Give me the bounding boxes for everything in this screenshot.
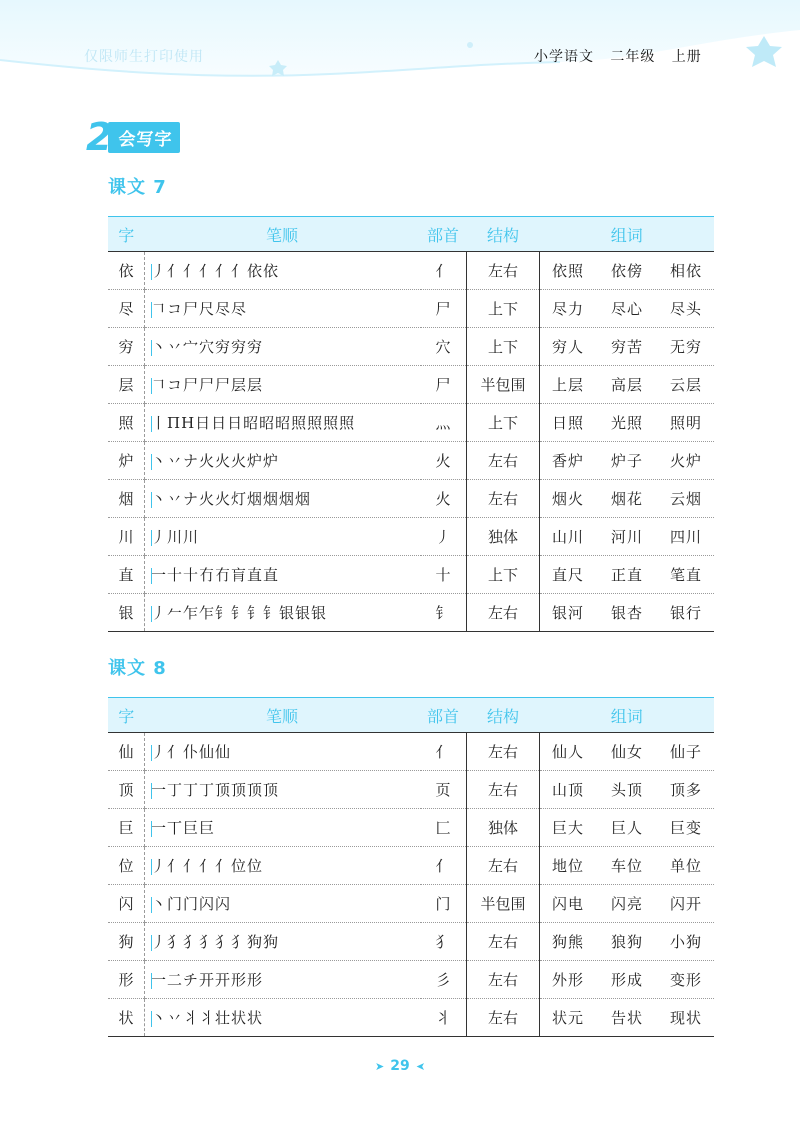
- structure-cell: 左右: [467, 999, 540, 1037]
- table-row: [108, 733, 714, 771]
- table-row: [108, 847, 714, 885]
- table-row: [108, 961, 714, 999]
- word: 小狗: [669, 933, 702, 951]
- radical-cell: 亻: [420, 733, 467, 771]
- stroke-order-cell: [145, 733, 420, 771]
- stroke-order-cell: [145, 328, 420, 366]
- character-cell: 穷: [108, 328, 145, 366]
- word: 穷苦: [610, 338, 643, 356]
- stroke-order-text: 丿川川: [151, 528, 200, 546]
- words-cell: [540, 923, 715, 961]
- word: 告状: [610, 1009, 643, 1027]
- page-number: [0, 1058, 800, 1074]
- character-cell: 形: [108, 961, 145, 999]
- word: 巨变: [669, 819, 702, 837]
- word: 山川: [552, 528, 585, 546]
- stroke-order-text: 丶丷ナ火火灯烟烟烟烟: [151, 490, 312, 508]
- stroke-order-text: 丶门门闪闪: [151, 895, 232, 913]
- radical-cell: 钅: [420, 594, 467, 632]
- stroke-order-text: 丿𠂉乍乍钅钅钅钅银银银: [151, 604, 328, 622]
- table-row: [108, 366, 714, 404]
- word: 笔直: [669, 566, 702, 584]
- word: 云层: [669, 376, 702, 394]
- words-cell: [540, 999, 715, 1037]
- words-cell: [540, 961, 715, 999]
- radical-cell: 犭: [420, 923, 467, 961]
- word: 依傍: [610, 262, 643, 280]
- radical-cell: 尸: [420, 366, 467, 404]
- word: 火炉: [669, 452, 702, 470]
- table-row: [108, 252, 714, 290]
- word: 依照: [552, 262, 585, 280]
- watermark-text: 仅限师生打印使用: [84, 49, 204, 65]
- word: 上层: [552, 376, 585, 394]
- word: 炉子: [610, 452, 643, 470]
- words-cell: [540, 594, 715, 632]
- column-header: 字: [108, 698, 145, 733]
- word: 闪开: [669, 895, 702, 913]
- radical-cell: 页: [420, 771, 467, 809]
- word: 香炉: [552, 452, 585, 470]
- word: 光照: [610, 414, 643, 432]
- column-header: 字: [108, 217, 145, 252]
- words-cell: [540, 480, 715, 518]
- section-heading: [86, 115, 180, 159]
- structure-cell: 左右: [467, 442, 540, 480]
- table-row: [108, 290, 714, 328]
- word: 无穷: [669, 338, 702, 356]
- structure-cell: 左右: [467, 847, 540, 885]
- stroke-order-cell: [145, 480, 420, 518]
- character-cell: 依: [108, 252, 145, 290]
- words-cell: [540, 290, 715, 328]
- word: 日照: [552, 414, 585, 432]
- stroke-order-cell: [145, 404, 420, 442]
- stroke-order-cell: [145, 366, 420, 404]
- character-cell: 川: [108, 518, 145, 556]
- structure-cell: 左右: [467, 961, 540, 999]
- words-cell: [540, 847, 715, 885]
- word: 尽力: [552, 300, 585, 318]
- lesson-title: 课文 8: [108, 658, 167, 679]
- table-row: [108, 480, 714, 518]
- stroke-order-cell: [145, 847, 420, 885]
- structure-cell: 左右: [467, 594, 540, 632]
- structure-cell: 左右: [467, 252, 540, 290]
- stroke-order-cell: [145, 252, 420, 290]
- structure-cell: 左右: [467, 733, 540, 771]
- word: 狼狗: [610, 933, 643, 951]
- word: 外形: [552, 971, 585, 989]
- structure-cell: 半包围: [467, 366, 540, 404]
- character-cell: 位: [108, 847, 145, 885]
- character-cell: 仙: [108, 733, 145, 771]
- stroke-order-cell: [145, 594, 420, 632]
- stroke-order-text: 丿亻亻亻亻位位: [151, 857, 264, 875]
- table-row: [108, 328, 714, 366]
- stroke-order-cell: [145, 923, 420, 961]
- table-row: [108, 404, 714, 442]
- radical-cell: 丿: [420, 518, 467, 556]
- structure-cell: 半包围: [467, 885, 540, 923]
- column-header: 部首: [420, 698, 467, 733]
- stroke-order-cell: [145, 442, 420, 480]
- table-row: [108, 442, 714, 480]
- character-cell: 顶: [108, 771, 145, 809]
- words-cell: [540, 556, 715, 594]
- word: 尽心: [610, 300, 643, 318]
- structure-cell: 上下: [467, 404, 540, 442]
- structure-cell: 上下: [467, 328, 540, 366]
- word: 正直: [610, 566, 643, 584]
- radical-cell: 尸: [420, 290, 467, 328]
- column-header: 部首: [420, 217, 467, 252]
- words-cell: [540, 518, 715, 556]
- stroke-order-text: 𠃍コ尸尸尸层层: [151, 376, 264, 394]
- word: 顶多: [669, 781, 702, 799]
- character-cell: 尽: [108, 290, 145, 328]
- table-row: [108, 771, 714, 809]
- subject-label: 小学语文 二年级 上册: [534, 49, 702, 65]
- stroke-order-text: 丨ΠΗ日日日昭昭昭照照照照: [151, 414, 356, 432]
- structure-cell: 左右: [467, 480, 540, 518]
- character-cell: 层: [108, 366, 145, 404]
- column-header: 结构: [467, 698, 540, 733]
- stroke-order-text: 丶丷ナ火火火炉炉: [151, 452, 280, 470]
- word: 银河: [552, 604, 585, 622]
- radical-cell: 亻: [420, 252, 467, 290]
- word: 尽头: [669, 300, 702, 318]
- stroke-order-cell: [145, 290, 420, 328]
- structure-cell: 上下: [467, 290, 540, 328]
- words-cell: [540, 442, 715, 480]
- column-header: 组词: [540, 698, 715, 733]
- structure-cell: 独体: [467, 809, 540, 847]
- radical-cell: 十: [420, 556, 467, 594]
- word: 变形: [669, 971, 702, 989]
- word: 现状: [669, 1009, 702, 1027]
- word: 银杏: [610, 604, 643, 622]
- words-cell: [540, 809, 715, 847]
- stroke-order-text: 一丁丁丁顶顶顶顶: [151, 781, 280, 799]
- radical-cell: 灬: [420, 404, 467, 442]
- word: 地位: [552, 857, 585, 875]
- header-banner: [0, 0, 800, 95]
- radical-cell: 穴: [420, 328, 467, 366]
- stroke-order-cell: [145, 999, 420, 1037]
- table-row: [108, 518, 714, 556]
- structure-cell: 上下: [467, 556, 540, 594]
- char-table: [108, 216, 714, 632]
- stroke-order-text: 丶丷宀穴穷穷穷: [151, 338, 264, 356]
- stroke-order-text: 丿犭犭犭犭犭狗狗: [151, 933, 280, 951]
- table-row: [108, 885, 714, 923]
- character-cell: 银: [108, 594, 145, 632]
- stroke-order-text: 丶丷丬丬壮状状: [151, 1009, 264, 1027]
- character-cell: 闪: [108, 885, 145, 923]
- table-header-row: [108, 698, 714, 733]
- radical-cell: 彡: [420, 961, 467, 999]
- character-cell: 状: [108, 999, 145, 1037]
- word: 仙子: [669, 743, 702, 761]
- left-arrow-icon: ➤: [415, 1060, 425, 1073]
- radical-cell: 匚: [420, 809, 467, 847]
- word: 银行: [669, 604, 702, 622]
- stroke-order-cell: [145, 961, 420, 999]
- word: 高层: [610, 376, 643, 394]
- word: 河川: [610, 528, 643, 546]
- lesson-title: 课文 7: [108, 177, 167, 198]
- character-cell: 炉: [108, 442, 145, 480]
- word: 烟花: [610, 490, 643, 508]
- words-cell: [540, 404, 715, 442]
- character-cell: 烟: [108, 480, 145, 518]
- word: 闪亮: [610, 895, 643, 913]
- char-table: [108, 697, 714, 1037]
- stroke-order-text: 𠃍コ尸尺尽尽: [151, 300, 248, 318]
- stroke-order-cell: [145, 771, 420, 809]
- word: 直尺: [552, 566, 585, 584]
- radical-cell: 火: [420, 442, 467, 480]
- right-arrow-icon: ➤: [375, 1060, 385, 1073]
- word: 头顶: [610, 781, 643, 799]
- table-row: [108, 556, 714, 594]
- word: 单位: [669, 857, 702, 875]
- structure-cell: 左右: [467, 771, 540, 809]
- column-header: 结构: [467, 217, 540, 252]
- table-row: [108, 809, 714, 847]
- character-cell: 狗: [108, 923, 145, 961]
- structure-cell: 左右: [467, 923, 540, 961]
- words-cell: [540, 252, 715, 290]
- words-cell: [540, 771, 715, 809]
- word: 仙女: [610, 743, 643, 761]
- word: 状元: [552, 1009, 585, 1027]
- column-header: 组词: [540, 217, 715, 252]
- table-row: [108, 923, 714, 961]
- radical-cell: 丬: [420, 999, 467, 1037]
- stroke-order-text: 一丅巨巨: [151, 819, 216, 837]
- table-header-row: [108, 217, 714, 252]
- word: 车位: [610, 857, 643, 875]
- stroke-order-cell: [145, 885, 420, 923]
- words-cell: [540, 366, 715, 404]
- word: 仙人: [552, 743, 585, 761]
- word: 巨人: [610, 819, 643, 837]
- section-number: 2: [86, 115, 113, 159]
- stroke-order-text: 丿亻仆仙仙: [151, 743, 232, 761]
- words-cell: [540, 885, 715, 923]
- character-cell: 照: [108, 404, 145, 442]
- word: 闪电: [552, 895, 585, 913]
- stroke-order-cell: [145, 556, 420, 594]
- word: 形成: [610, 971, 643, 989]
- column-header: 笔顺: [145, 698, 420, 733]
- stroke-order-cell: [145, 809, 420, 847]
- stroke-order-text: 一十十冇冇肓直直: [151, 566, 280, 584]
- word: 狗熊: [552, 933, 585, 951]
- radical-cell: 火: [420, 480, 467, 518]
- word: 山顶: [552, 781, 585, 799]
- stroke-order-text: 一二チ开开形形: [151, 971, 264, 989]
- radical-cell: 门: [420, 885, 467, 923]
- words-cell: [540, 733, 715, 771]
- table-row: [108, 594, 714, 632]
- column-header: 笔顺: [145, 217, 420, 252]
- word: 云烟: [669, 490, 702, 508]
- character-cell: 巨: [108, 809, 145, 847]
- word: 巨大: [552, 819, 585, 837]
- word: 烟火: [552, 490, 585, 508]
- word: 四川: [669, 528, 702, 546]
- word: 相依: [669, 262, 702, 280]
- structure-cell: 独体: [467, 518, 540, 556]
- words-cell: [540, 328, 715, 366]
- table-row: [108, 999, 714, 1037]
- stroke-order-cell: [145, 518, 420, 556]
- word: 穷人: [552, 338, 585, 356]
- radical-cell: 亻: [420, 847, 467, 885]
- word: 照明: [669, 414, 702, 432]
- character-cell: 直: [108, 556, 145, 594]
- page-number-text: 29: [390, 1058, 410, 1074]
- stroke-order-text: 丿亻亻亻亻亻依依: [151, 262, 280, 280]
- section-title: 会写字: [108, 122, 180, 153]
